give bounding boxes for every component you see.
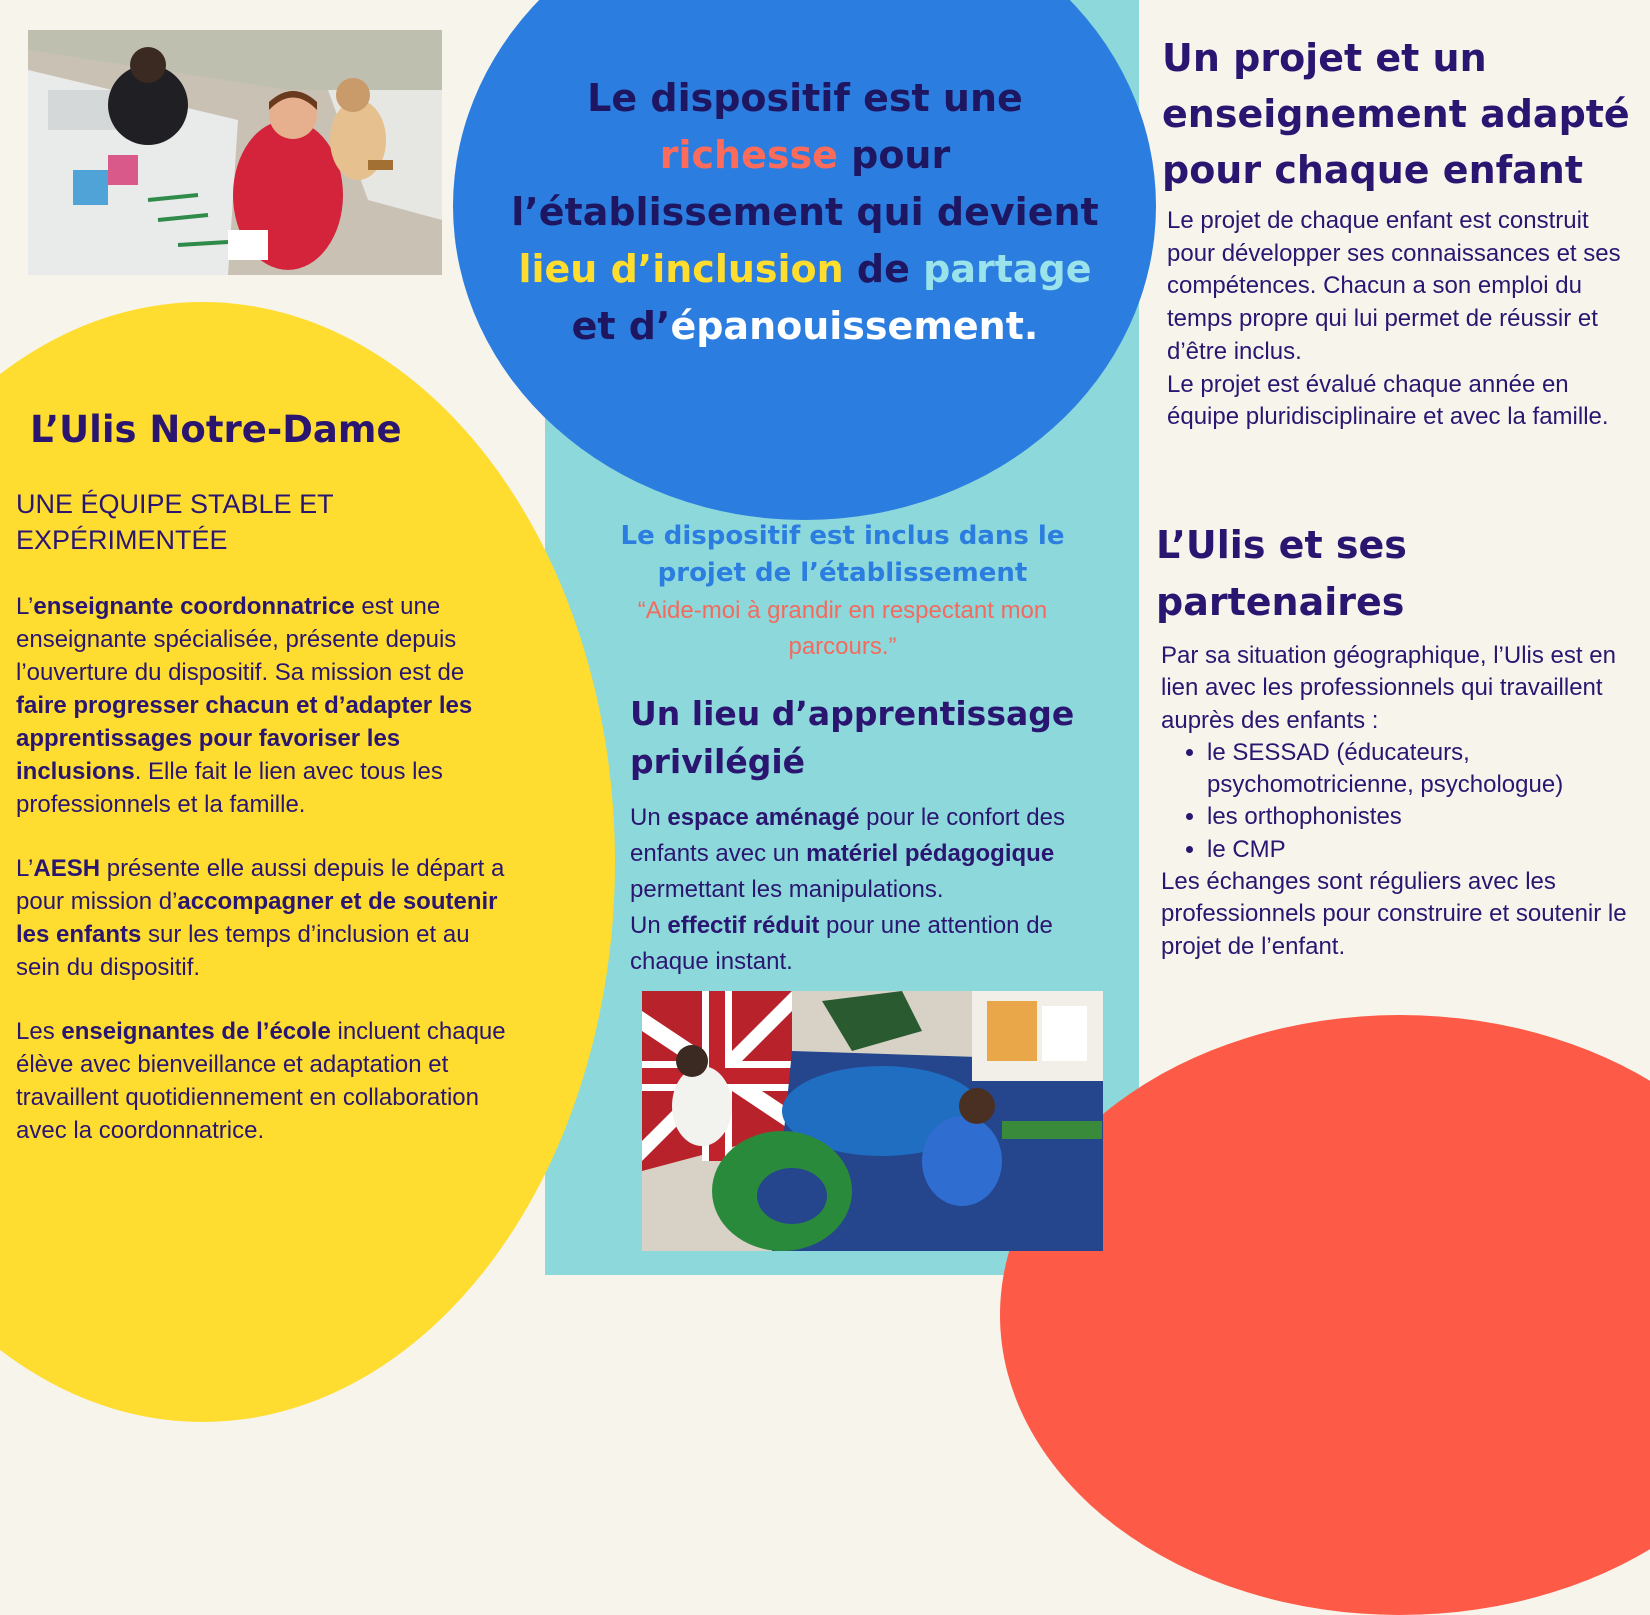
- text-bold: effectif réduit: [667, 912, 820, 939]
- text: L’: [16, 593, 34, 620]
- text-bold: AESH: [33, 855, 101, 882]
- hero-word-partage: partage: [923, 247, 1092, 291]
- quote-line-1: “Aide-moi à grandir en respectant mon: [637, 597, 1048, 624]
- left-subtitle: [16, 486, 334, 558]
- classroom-photo: [28, 30, 442, 275]
- right-title-1-line-2: enseignement adapté: [1162, 92, 1630, 136]
- right-paragraph-partenaires: [1161, 640, 1631, 963]
- left-subtitle-line-2: EXPÉRIMENTÉE: [16, 525, 228, 555]
- text-bold: accompagner et de soutenir les enfants: [16, 888, 498, 948]
- hero-word-richesse: richesse: [659, 133, 838, 177]
- text: permettant les manipulations.: [630, 876, 944, 903]
- left-paragraph-enseignantes: [16, 1015, 521, 1147]
- left-title: L’Ulis Notre-Dame: [30, 408, 402, 451]
- hero-word-et: et d’: [571, 304, 671, 348]
- text: pour le confort des enfants avec un: [630, 804, 1065, 867]
- left-paragraph-coordonnatrice: [16, 590, 516, 821]
- text: Les: [16, 1018, 62, 1045]
- list-item: • le CMP: [1207, 834, 1631, 866]
- text: Un: [630, 912, 668, 939]
- right-paragraph-projet: [1167, 205, 1637, 434]
- text: est une enseignante spécialisée, présente depuis l’ouverture du dispositif. Sa mission est de: [16, 593, 465, 686]
- middle-title-line-1: Un lieu d’apprentissage: [630, 694, 1075, 733]
- inclus-statement: [560, 518, 1125, 592]
- motto-quote: [560, 593, 1125, 665]
- text: présente elle aussi depuis le départ a pour mission d’: [16, 855, 505, 915]
- text: . Elle fait le lien avec tous les professionnels et la famille.: [16, 758, 443, 818]
- text-bold: matériel pédagogique: [806, 840, 1055, 867]
- right-paragraph-partenaires-intro: Par sa situation géographique, l’Ulis est en lien avec les professionnels qui travaillent auprès des enfants :: [1161, 642, 1616, 734]
- partner-list: [1161, 737, 1631, 866]
- text: pour une attention de chaque instant.: [630, 912, 1053, 975]
- hero-word-de: de: [843, 247, 924, 291]
- right-title-2: [1156, 517, 1407, 631]
- list-item: • les orthophonistes: [1207, 801, 1631, 833]
- hero-line-1: Le dispositif est une: [587, 76, 1023, 120]
- text-bold: espace aménagé: [667, 804, 860, 831]
- left-subtitle-line-1: UNE ÉQUIPE STABLE ET: [16, 489, 334, 519]
- list-item: • le SESSAD (éducateurs, psychomotricienne, psychologue): [1207, 737, 1631, 802]
- right-paragraph-projet-1: Le projet de chaque enfant est construit pour développer ses connaissances et ses compétences. Chacun a son emploi du temps propre qui lui permet de réussir et d’être inclus.: [1167, 207, 1621, 365]
- text: L’: [16, 855, 34, 882]
- text: incluent chaque élève avec bienveillance et adaptation et travaillent quotidiennement en collaboration avec la coordonnatrice.: [16, 1018, 506, 1144]
- text-bold: faire progresser chacun et d’adapter les apprentissages pour favoriser les inclusions: [16, 692, 473, 785]
- text: Un: [630, 804, 668, 831]
- middle-title-line-2: privilégié: [630, 742, 806, 781]
- right-title-1-line-3: pour chaque enfant: [1162, 148, 1584, 192]
- middle-title: [630, 690, 1074, 786]
- hero-line-3: l’établissement qui devient: [511, 190, 1099, 234]
- middle-paragraph: [630, 800, 1100, 980]
- right-title-1-line-1: Un projet et un: [1162, 36, 1487, 80]
- right-title-2-line-2: partenaires: [1156, 580, 1405, 624]
- text: sur les temps d’inclusion et au sein du dispositif.: [16, 921, 470, 981]
- inclus-line-2: projet de l’établissement: [657, 558, 1028, 588]
- hero-word-pour: pour: [837, 133, 951, 177]
- quote-line-2: parcours.”: [788, 633, 897, 660]
- hero-word-inclusion: lieu d’inclusion: [518, 247, 844, 291]
- play-area-photo: [642, 991, 1103, 1251]
- text-bold: enseignante coordonnatrice: [33, 593, 355, 620]
- right-title-2-line-1: L’Ulis et ses: [1156, 523, 1407, 567]
- hero-word-epanouissement: épanouissement.: [670, 304, 1039, 348]
- left-paragraph-aesh: [16, 852, 516, 984]
- inclus-line-1: Le dispositif est inclus dans le: [620, 521, 1065, 551]
- right-title-1: [1162, 30, 1630, 198]
- right-paragraph-projet-2: Le projet est évalué chaque année en équipe pluridisciplinaire et avec la famille.: [1167, 370, 1609, 431]
- text-bold: enseignantes de l’école: [61, 1018, 331, 1045]
- hero-statement: [510, 70, 1100, 355]
- right-paragraph-partenaires-outro: Les échanges sont réguliers avec les professionnels pour construire et soutenir le projet de l’enfant.: [1161, 868, 1627, 960]
